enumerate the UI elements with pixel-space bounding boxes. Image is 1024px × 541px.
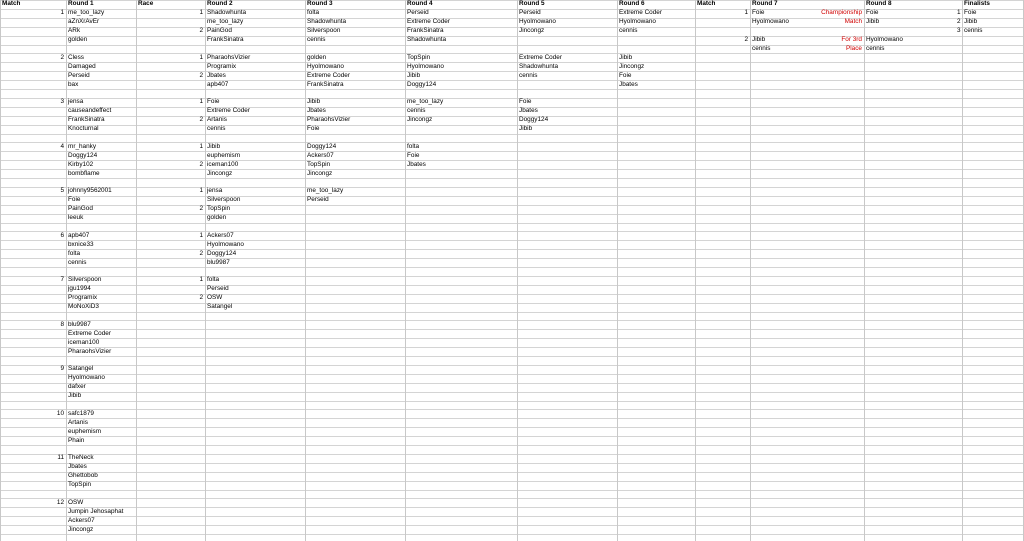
player-cell[interactable]: OSW: [68, 498, 84, 506]
number-cell[interactable]: 1: [744, 9, 748, 17]
player-cell[interactable]: aZnXrAvEr: [68, 18, 100, 26]
number-cell[interactable]: 2: [60, 53, 64, 61]
player-cell[interactable]: Hyolmowano: [407, 62, 444, 70]
player-cell[interactable]: me_too_lazy: [68, 9, 105, 17]
player-cell[interactable]: cennis: [68, 258, 87, 266]
player-cell[interactable]: Extreme Coder: [519, 53, 562, 61]
player-cell[interactable]: cennis: [866, 44, 885, 52]
number-cell[interactable]: 4: [60, 142, 64, 150]
column-header[interactable]: Finalists: [964, 0, 990, 8]
bracket-label[interactable]: Match: [844, 18, 862, 26]
player-cell[interactable]: Foie: [68, 196, 81, 204]
number-cell[interactable]: 10: [56, 409, 64, 417]
number-cell[interactable]: 1: [957, 9, 961, 17]
player-cell[interactable]: Extreme Coder: [619, 9, 662, 17]
player-cell[interactable]: folta: [407, 142, 420, 150]
number-cell[interactable]: 2: [199, 160, 203, 168]
number-cell[interactable]: 9: [60, 365, 64, 373]
player-cell[interactable]: Damaged: [68, 62, 96, 70]
player-cell[interactable]: Perseid: [68, 71, 90, 79]
player-cell[interactable]: PharaohsVizier: [68, 347, 112, 355]
player-cell[interactable]: Perseid: [307, 196, 329, 204]
player-cell[interactable]: Hyolmowano: [207, 240, 244, 248]
player-cell[interactable]: Hyolmowano: [866, 36, 903, 43]
player-cell[interactable]: Foie: [519, 98, 532, 106]
player-cell[interactable]: golden: [207, 214, 227, 221]
player-cell[interactable]: golden: [307, 53, 327, 61]
player-cell[interactable]: Jibib: [68, 392, 82, 399]
player-cell[interactable]: mr_hanky: [68, 142, 97, 150]
player-cell[interactable]: Jbates: [619, 80, 638, 88]
player-cell[interactable]: iceman100: [68, 338, 100, 346]
player-cell[interactable]: blu9987: [207, 258, 230, 266]
player-cell[interactable]: Foie: [207, 98, 220, 106]
player-cell[interactable]: Hyolmowano: [68, 374, 105, 382]
player-cell[interactable]: euphemism: [207, 151, 241, 159]
player-cell[interactable]: Ackers07: [68, 516, 95, 524]
player-cell[interactable]: folta: [207, 276, 220, 284]
player-cell[interactable]: Jbates: [207, 71, 226, 79]
player-cell[interactable]: Jincongz: [207, 169, 233, 177]
player-cell[interactable]: Cless: [68, 53, 84, 61]
player-cell[interactable]: Perseid: [207, 285, 229, 293]
column-header[interactable]: Round 1: [68, 0, 94, 8]
player-cell[interactable]: TopSpin: [407, 53, 431, 61]
number-cell[interactable]: 1: [199, 187, 203, 195]
column-header[interactable]: Match: [697, 0, 716, 8]
number-cell[interactable]: 5: [60, 187, 64, 195]
player-cell[interactable]: PharaohsVizier: [307, 116, 351, 124]
player-cell[interactable]: Perseid: [519, 9, 541, 17]
player-cell[interactable]: Jbates: [407, 160, 426, 168]
number-cell[interactable]: 1: [60, 9, 64, 17]
bracket-label[interactable]: Championship: [821, 9, 862, 17]
player-cell[interactable]: johnny9562001: [68, 187, 112, 195]
column-header[interactable]: Round 3: [307, 0, 333, 8]
player-cell[interactable]: Silverspoon: [68, 276, 102, 284]
player-cell[interactable]: Satangel: [68, 365, 94, 373]
column-header[interactable]: Round 4: [407, 0, 433, 8]
player-cell[interactable]: leeuk: [68, 214, 84, 221]
player-cell[interactable]: me_too_lazy: [307, 187, 344, 195]
number-cell[interactable]: 2: [199, 116, 203, 124]
player-cell[interactable]: Jibib: [964, 18, 978, 26]
player-cell[interactable]: Doggy124: [407, 80, 437, 88]
player-cell[interactable]: Phain: [68, 436, 85, 444]
player-cell[interactable]: Ackers07: [307, 151, 334, 159]
player-cell[interactable]: jensa: [68, 98, 84, 106]
number-cell[interactable]: 2: [199, 294, 203, 302]
number-cell[interactable]: 8: [60, 320, 64, 328]
player-cell[interactable]: bax: [68, 80, 79, 88]
player-cell[interactable]: safc1879: [68, 409, 94, 417]
player-cell[interactable]: Foie: [619, 71, 632, 79]
number-cell[interactable]: 1: [199, 98, 203, 106]
player-cell[interactable]: bombflame: [68, 169, 100, 177]
player-cell[interactable]: Jincongz: [407, 116, 433, 124]
player-cell[interactable]: Shadowhunta: [207, 9, 247, 17]
player-cell[interactable]: jensa: [207, 187, 223, 195]
number-cell[interactable]: 2: [957, 18, 961, 26]
number-cell[interactable]: 11: [57, 454, 64, 462]
column-header[interactable]: Match: [2, 0, 21, 8]
player-cell[interactable]: cennis: [307, 36, 326, 43]
player-cell[interactable]: dafxer: [68, 383, 86, 391]
player-cell[interactable]: FrankSinatra: [207, 36, 244, 43]
number-cell[interactable]: 1: [199, 231, 203, 239]
player-cell[interactable]: cennis: [407, 107, 426, 115]
player-cell[interactable]: TheNeck: [68, 454, 94, 462]
player-cell[interactable]: apb407: [207, 80, 229, 88]
player-cell[interactable]: Foie: [407, 151, 420, 159]
player-cell[interactable]: Satangel: [207, 303, 233, 310]
player-cell[interactable]: Extreme Coder: [407, 18, 450, 26]
player-cell[interactable]: Jibib: [407, 71, 421, 79]
player-cell[interactable]: folta: [307, 9, 320, 17]
player-cell[interactable]: PainGod: [68, 205, 93, 213]
player-cell[interactable]: Doggy124: [207, 249, 237, 257]
number-cell[interactable]: 2: [744, 36, 748, 43]
number-cell[interactable]: 12: [56, 498, 64, 506]
player-cell[interactable]: me_too_lazy: [207, 18, 244, 26]
number-cell[interactable]: 6: [60, 231, 64, 239]
player-cell[interactable]: apb407: [68, 231, 90, 239]
player-cell[interactable]: Hyolmowano: [619, 18, 656, 26]
number-cell[interactable]: 2: [199, 249, 203, 257]
player-cell[interactable]: cennis: [519, 71, 538, 79]
player-cell[interactable]: cennis: [619, 27, 638, 35]
player-cell[interactable]: ARk: [68, 27, 81, 35]
player-cell[interactable]: Jibib: [207, 142, 221, 150]
player-cell[interactable]: Foie: [307, 125, 320, 132]
player-cell[interactable]: me_too_lazy: [407, 98, 444, 106]
player-cell[interactable]: Jibib: [519, 125, 533, 132]
player-cell[interactable]: Jumpin Jehosaphat: [68, 507, 124, 515]
player-cell[interactable]: Shadowhunta: [519, 62, 559, 70]
player-cell[interactable]: Shadowhunta: [407, 36, 447, 43]
player-cell[interactable]: FrankSinatra: [68, 116, 105, 124]
player-cell[interactable]: Doggy124: [68, 151, 98, 159]
player-cell[interactable]: Foie: [964, 9, 977, 17]
player-cell[interactable]: Jbates: [307, 107, 326, 115]
player-cell[interactable]: Knocturnal: [68, 125, 99, 132]
player-cell[interactable]: Ghettobob: [68, 472, 98, 480]
player-cell[interactable]: Jibib: [866, 18, 880, 26]
player-cell[interactable]: Perseid: [407, 9, 429, 17]
player-cell[interactable]: Doggy124: [307, 142, 337, 150]
number-cell[interactable]: 1: [199, 276, 203, 284]
number-cell[interactable]: 1: [199, 142, 203, 150]
player-cell[interactable]: Kirby102: [68, 160, 94, 168]
player-cell[interactable]: euphemism: [68, 427, 102, 435]
player-cell[interactable]: Silverspoon: [307, 27, 341, 35]
number-cell[interactable]: 2: [199, 205, 203, 213]
player-cell[interactable]: Extreme Coder: [68, 329, 111, 337]
player-cell[interactable]: Programix: [207, 62, 237, 70]
player-cell[interactable]: Jibib: [752, 36, 766, 43]
player-cell[interactable]: Silverspoon: [207, 196, 241, 204]
column-header[interactable]: Round 2: [207, 0, 233, 8]
player-cell[interactable]: Jibib: [619, 53, 633, 61]
number-cell[interactable]: 2: [199, 71, 203, 79]
player-cell[interactable]: PainGod: [207, 27, 232, 35]
player-cell[interactable]: FrankSinatra: [407, 27, 444, 35]
column-header[interactable]: Round 7: [752, 0, 778, 8]
player-cell[interactable]: Hyolmowano: [752, 18, 789, 26]
player-cell[interactable]: jgu1994: [68, 285, 91, 293]
player-cell[interactable]: Extreme Coder: [207, 107, 250, 115]
player-cell[interactable]: OSW: [207, 294, 223, 302]
player-cell[interactable]: Jincongz: [519, 27, 545, 35]
number-cell[interactable]: 1: [199, 53, 203, 61]
player-cell[interactable]: Jibib: [307, 98, 321, 106]
number-cell[interactable]: 7: [60, 276, 64, 284]
player-cell[interactable]: Hyolmowano: [307, 62, 344, 70]
column-header[interactable]: Race: [138, 0, 154, 8]
player-cell[interactable]: Foie: [752, 9, 765, 17]
player-cell[interactable]: golden: [68, 36, 88, 43]
player-cell[interactable]: cennis: [964, 27, 983, 35]
player-cell[interactable]: FrankSinatra: [307, 80, 344, 88]
player-cell[interactable]: Jincongz: [68, 525, 94, 533]
player-cell[interactable]: Jbates: [68, 463, 87, 471]
player-cell[interactable]: Jincongz: [619, 62, 645, 70]
player-cell[interactable]: Jbates: [519, 107, 538, 115]
number-cell[interactable]: 2: [199, 27, 203, 35]
number-cell[interactable]: 3: [60, 98, 64, 106]
player-cell[interactable]: cennis: [752, 44, 771, 52]
player-cell[interactable]: Artanis: [68, 418, 88, 426]
player-cell[interactable]: bxnice33: [68, 240, 94, 248]
player-cell[interactable]: TopSpin: [307, 160, 331, 168]
player-cell[interactable]: Shadowhunta: [307, 18, 347, 26]
player-cell[interactable]: Hyolmowano: [519, 18, 556, 26]
player-cell[interactable]: causeandeffect: [68, 107, 112, 115]
player-cell[interactable]: TopSpin: [207, 205, 231, 213]
number-cell[interactable]: 3: [957, 27, 961, 35]
column-header[interactable]: Round 8: [866, 0, 892, 8]
player-cell[interactable]: Jincongz: [307, 169, 333, 177]
player-cell[interactable]: iceman100: [207, 160, 239, 168]
player-cell[interactable]: blu9987: [68, 320, 91, 328]
player-cell[interactable]: PharaohsVizier: [207, 53, 251, 61]
player-cell[interactable]: Doggy124: [519, 116, 549, 124]
player-cell[interactable]: cennis: [207, 125, 226, 132]
bracket-label[interactable]: For 3rd: [841, 36, 862, 43]
player-cell[interactable]: Foie: [866, 9, 879, 17]
column-header[interactable]: Round 6: [619, 0, 645, 8]
player-cell[interactable]: Extreme Coder: [307, 71, 350, 79]
player-cell[interactable]: Artanis: [207, 116, 227, 124]
bracket-label[interactable]: Place: [846, 44, 862, 52]
number-cell[interactable]: 1: [199, 9, 203, 17]
player-cell[interactable]: Ackers07: [207, 231, 234, 239]
player-cell[interactable]: folta: [68, 249, 81, 257]
player-cell[interactable]: Programix: [68, 294, 98, 302]
player-cell[interactable]: TopSpin: [68, 481, 92, 488]
column-header[interactable]: Round 5: [519, 0, 545, 8]
player-cell[interactable]: MoNoXiD3: [68, 303, 99, 310]
